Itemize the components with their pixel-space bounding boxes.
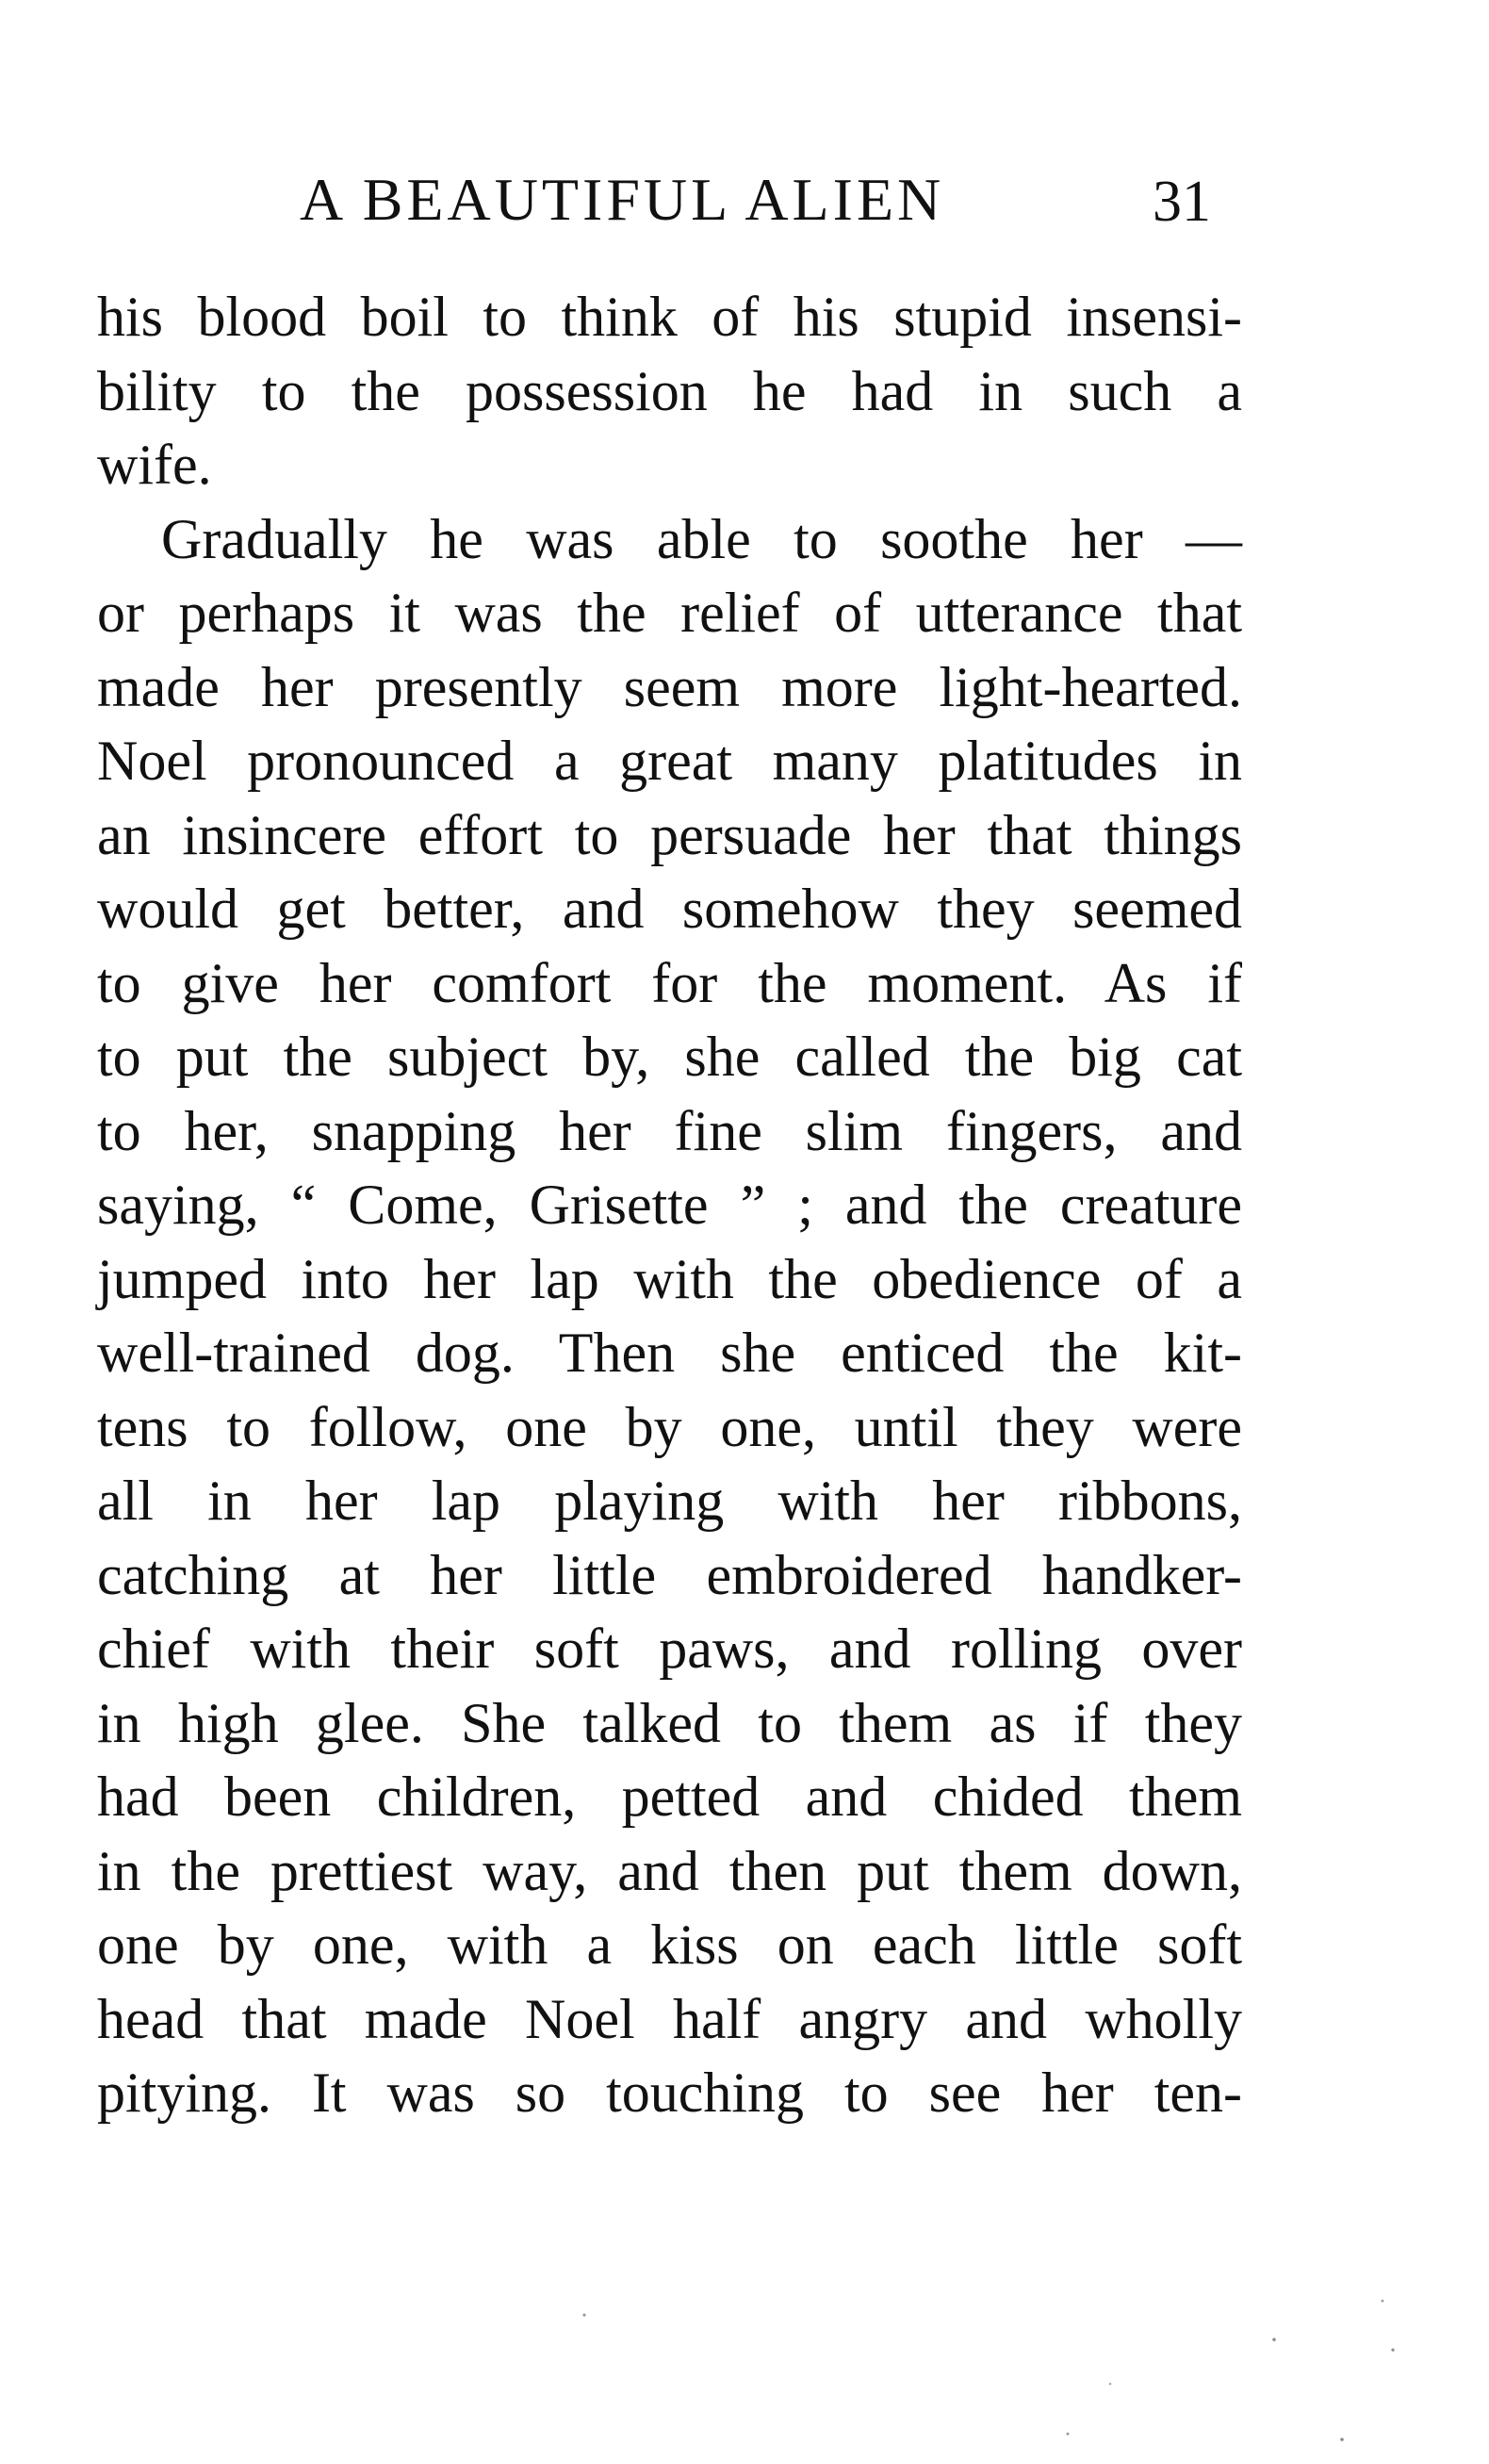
- speck: [1109, 2383, 1112, 2386]
- text-line: an insincere effort to persuade her that things: [97, 803, 1242, 866]
- text-line: bility to the possession he had in such a: [97, 359, 1242, 422]
- text-line: one by one, with a kiss on each little soft: [97, 1914, 1242, 1976]
- speck: [582, 2313, 585, 2316]
- speck: [1340, 2438, 1344, 2441]
- text-line: all in her lap playing with her ribbons,: [97, 1470, 1242, 1532]
- text-line: or perhaps it was the relief of utterance that: [97, 582, 1242, 644]
- text-line: tens to follow, one by one, until they were: [97, 1395, 1242, 1458]
- text-line: Noel pronounced a great many platitudes in: [97, 730, 1242, 792]
- text-line: had been children, petted and chided them: [97, 1766, 1242, 1828]
- text-line: made her presently seem more light-hearted.: [97, 655, 1242, 718]
- text-line: to give her comfort for the moment. As if: [97, 951, 1242, 1014]
- text-line: to put the subject by, she called the big cat: [97, 1026, 1242, 1088]
- text-line: saying, “ Come, Grisette ” ; and the creature: [97, 1174, 1242, 1236]
- body-text: [97, 280, 1242, 2130]
- text-line: jumped into her lap with the obedience of a: [97, 1247, 1242, 1310]
- text-line: catching at her little embroidered handker-: [97, 1543, 1242, 1606]
- text-line: head that made Noel half angry and wholly: [97, 1987, 1242, 2050]
- page-number: 31: [1153, 170, 1211, 234]
- text-line: chief with their soft paws, and rolling over: [97, 1618, 1242, 1680]
- speck: [1382, 2300, 1384, 2303]
- speck: [1067, 2433, 1070, 2436]
- page-header: [300, 162, 1299, 238]
- text-line: well-trained dog. Then she enticed the kit-: [97, 1322, 1242, 1384]
- text-line: to her, snapping her fine slim fingers, and: [97, 1099, 1242, 1162]
- speck: [1391, 2348, 1394, 2351]
- speck: [1272, 2338, 1276, 2341]
- text-line: in high glee. She talked to them as if they: [97, 1691, 1242, 1754]
- text-line: his blood boil to think of his stupid insensi-: [97, 286, 1242, 348]
- text-line: in the prettiest way, and then put them down,: [97, 1839, 1242, 1902]
- paragraph-first-line: Gradually he was able to soothe her —: [161, 507, 1242, 570]
- text-line: would get better, and somehow they seemed: [97, 878, 1242, 940]
- text-line: pitying. It was so touching to see her ten-: [97, 2062, 1242, 2124]
- text-line: wife.: [97, 434, 212, 496]
- running-title: A BEAUTIFUL ALIEN: [300, 166, 945, 233]
